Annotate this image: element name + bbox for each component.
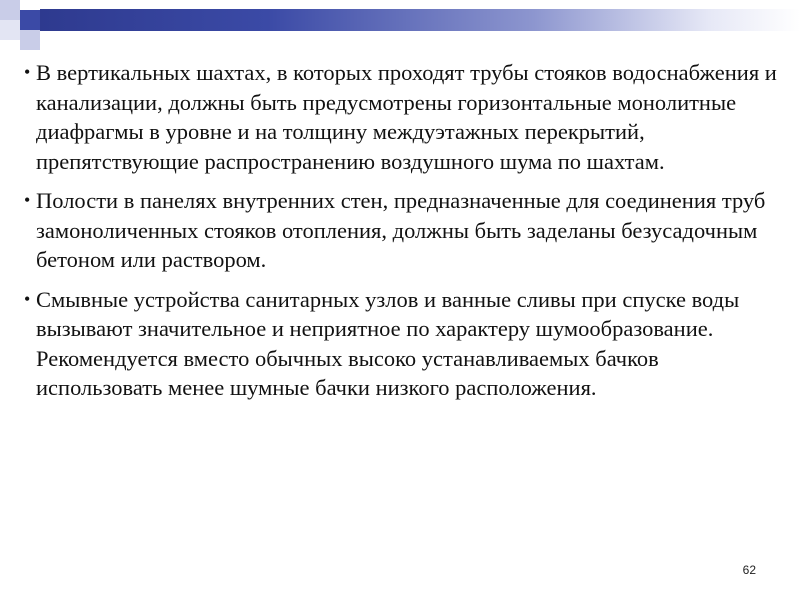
header-gradient-band xyxy=(40,9,800,31)
decor-square xyxy=(20,30,40,50)
bullet-paragraph xyxy=(20,58,780,176)
slide-body xyxy=(20,58,780,413)
decor-square xyxy=(0,0,20,20)
paragraph-text: Полости в панелях внутренних стен, предназначенные для соединения труб замоноличенных стояков отопления, должны быть заделаны безусадочным бетоном или раствором. xyxy=(36,188,766,272)
paragraph-text: В вертикальных шахтах, в которых проходят трубы стояков водоснабжения и канализации, должны быть предусмотрены горизонтальные монолитные диафрагмы в уровне и на толщину междуэтажных перекрытий, препятствующие распространению воздушного шума по шахтам. xyxy=(36,60,777,174)
header-decoration xyxy=(0,0,800,60)
paragraph-text: Смывные устройства санитарных узлов и ванные сливы при спуске воды вызывают значительное и неприятное по характеру шумообразование. Рекомендуется вместо обычных высоко устанавливаемых бачков использовать менее шумные бачки низкого расположения. xyxy=(36,286,740,400)
bullet-marker: • xyxy=(24,288,31,309)
bullet-paragraph xyxy=(20,285,780,403)
bullet-marker: • xyxy=(24,190,31,210)
page-number: 62 xyxy=(742,563,756,577)
decor-square xyxy=(0,20,20,40)
decor-square xyxy=(20,10,40,30)
bullet-marker: • xyxy=(24,62,31,82)
bullet-paragraph xyxy=(20,186,780,275)
